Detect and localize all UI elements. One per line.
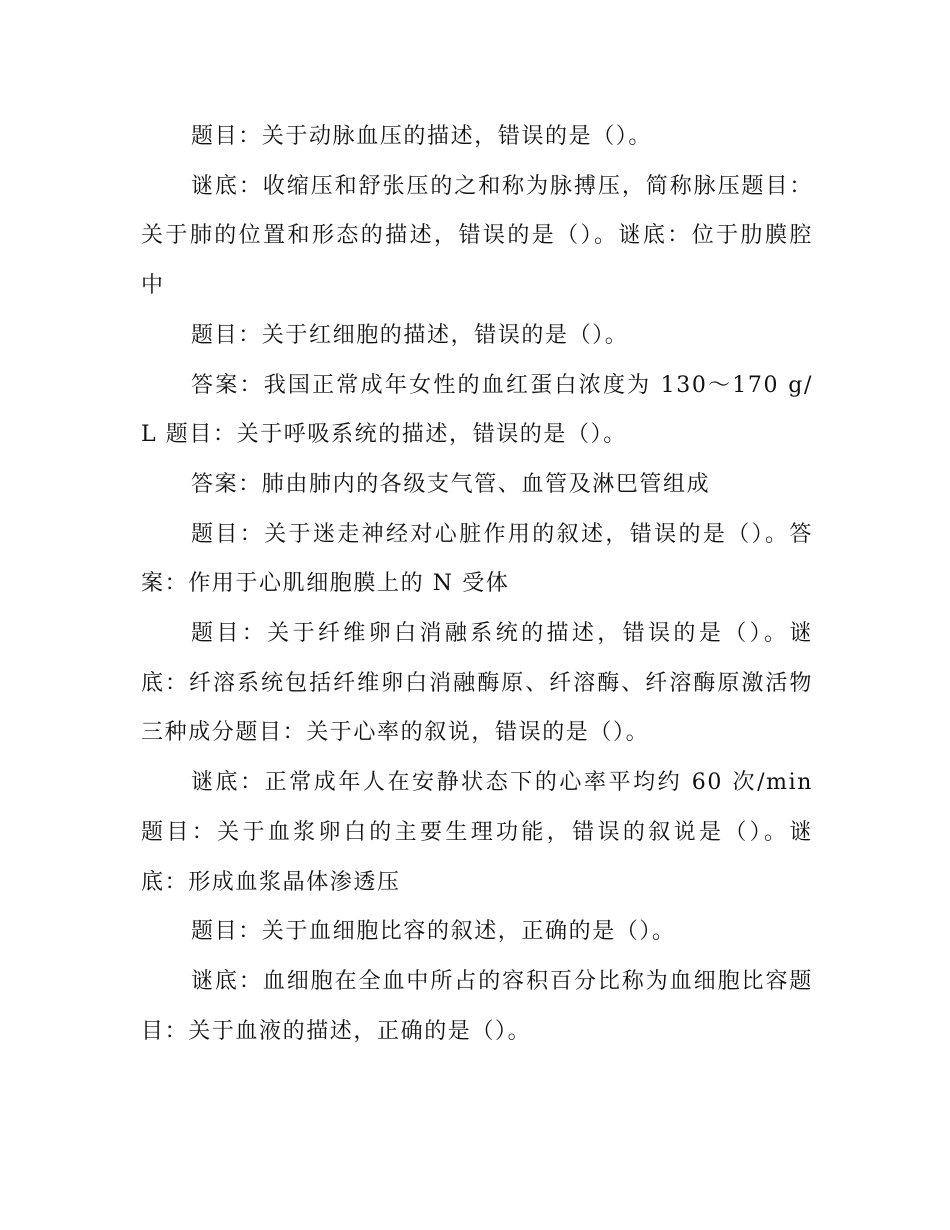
document-body [141,112,813,1056]
paragraph: 谜底：血细胞在全血中所占的容积百分比称为血细胞比容题目：关于血液的描述，正确的是（）。 [141,968,813,1044]
paragraph: 谜底：收缩压和舒张压的之和称为脉搏压，简称脉压题目：关于肺的位置和形态的描述，错误的是（）。谜底：位于肋膜腔中 [141,173,813,299]
paragraph: 题目：关于迷走神经对心脏作用的叙述，错误的是（）。答案：作用于心肌细胞膜上的 N 受体 [141,521,813,597]
paragraph: 题目：关于纤维卵白消融系统的描述，错误的是（）。谜底：纤溶系统包括纤维卵白消融酶原、纤溶酶、纤溶酶原激活物三种成分题目：关于心率的叙说，错误的是（）。 [141,621,813,746]
paragraph: 答案：我国正常成年女性的血红蛋白浓度为 130～170 g/L 题目：关于呼吸系统的描述，错误的是（）。 [141,372,813,448]
paragraph: 题目：关于血细胞比容的叙述，正确的是（）。 [191,919,676,945]
paragraph: 题目：关于动脉血压的描述，错误的是（）。 [191,124,653,149]
paragraph: 谜底：正常成年人在安静状态下的心率平均约 60 次/min 题目：关于血浆卵白的主要生理功能，错误的叙说是（）。谜底：形成血浆晶体渗透压 [141,770,813,895]
paragraph: 答案：肺由肺内的各级支气管、血管及淋巴管组成 [191,471,711,497]
paragraph: 题目：关于红细胞的描述，错误的是（）。 [191,322,629,348]
